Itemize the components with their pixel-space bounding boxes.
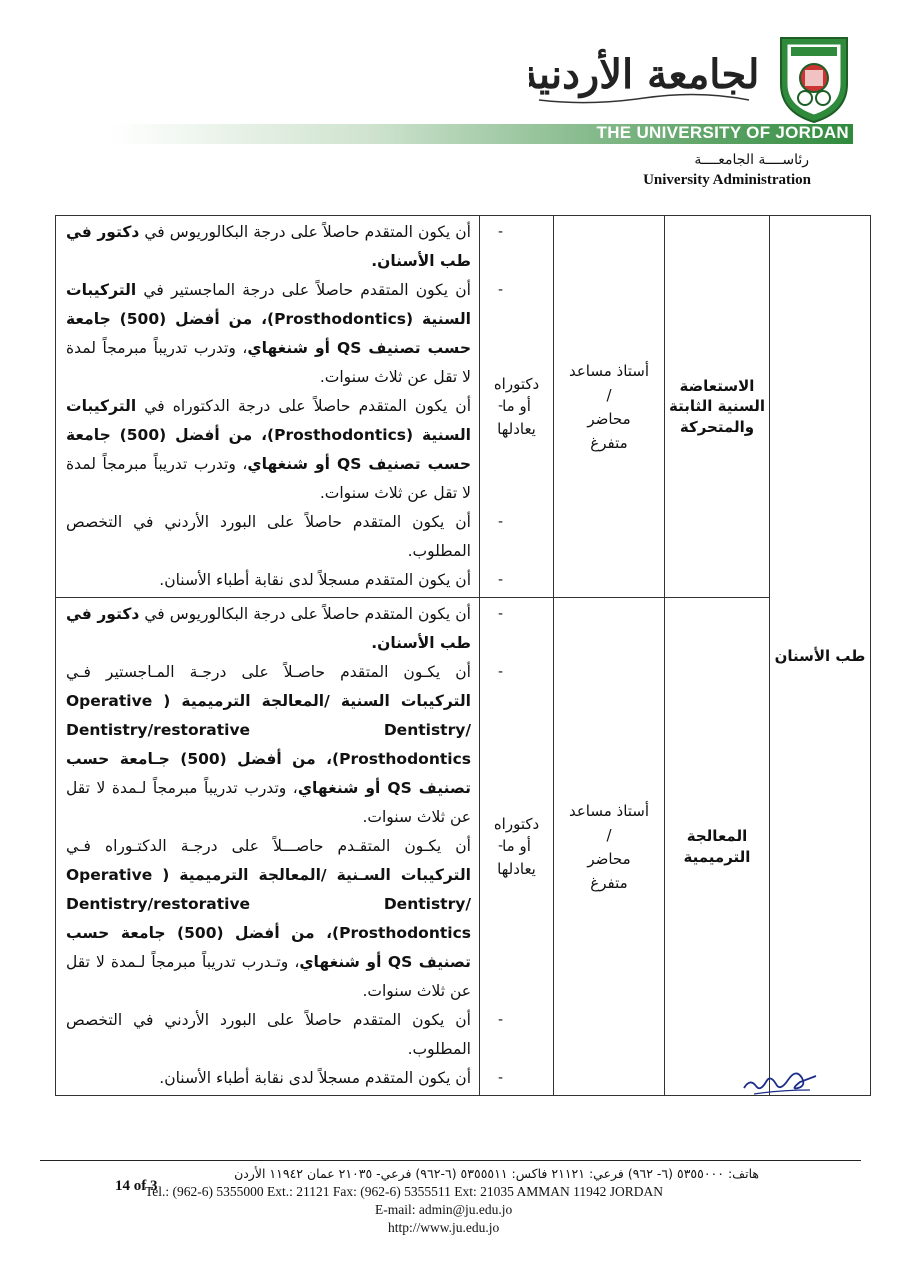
rank-separator: / xyxy=(606,385,612,404)
footer-email[interactable]: E-mail: admin@ju.edu.jo xyxy=(375,1202,513,1217)
requirements-cell xyxy=(56,216,480,598)
admin-title-en: University Administration xyxy=(643,172,811,188)
requirement-item: - أن يكون المتقدم مسجلاً لدى نقابة أطباء الأسنان. xyxy=(66,566,471,595)
rank-line: أستاذ مساعد xyxy=(568,801,650,820)
rank-line: محاضر xyxy=(587,409,631,428)
degree-line: أو ما xyxy=(502,837,531,856)
degree-line: يعادلها xyxy=(497,859,536,878)
handwritten-signature xyxy=(740,1060,820,1100)
requirements-cell xyxy=(56,598,480,1096)
requirement-item: - أن يكـون المتقـدم حاصـــلاً على درجـة الدكتـوراه فـي التركيبات السـنية /المعالجة الترميمية ( Operative Dentistry/restorative Dentistry/ Prosthodontics)، من أفضل (500) جامعة حسب تصنيف QS أو شنغهاي، وتـدرب تدريباً مبرمجاً لـمدة لا تقل عن ثلاث سنوات. xyxy=(66,832,471,1006)
requirement-item: - أن يكون المتقدم حاصلاً على درجة الماجستير في التركيبات السنية (Prosthodontics)، من أفضل (500) جامعة حسب تصنيف QS أو شنغهاي، وتدرب تدريباً مبرمجاً لمدة لا تقل عن ثلاث سنوات. xyxy=(66,276,471,392)
degree-cell xyxy=(480,598,554,1096)
footer-contact-ar: هاتف: ٥٣٥٥٠٠٠ (٦- ٩٦٢) فرعي: ٢١١٢١ فاكس: ٥٣٥٥٥١١ (٦-٩٦٢) فرعي- ٢١٠٣٥ عمان ١١٩٤٢ الأردن xyxy=(234,1166,759,1181)
university-calligraphy-logo xyxy=(529,40,759,110)
requirements-list xyxy=(66,600,471,1093)
rank-line: متفرغ xyxy=(590,873,628,892)
page-number: 14 of 3 xyxy=(115,1178,158,1194)
requirement-item: - أن يكون المتقدم حاصلاً على درجة البكالوريوس في دكتور في طب الأسنان. xyxy=(66,600,471,658)
table-row xyxy=(56,216,871,598)
requirement-item: - أن يكون المتقدم حاصلاً على البورد الأردني في التخصص المطلوب. xyxy=(66,508,471,566)
specialty-cell: المعالجة الترميمية xyxy=(665,598,770,1096)
rank-line: أستاذ مساعد xyxy=(568,361,650,380)
degree-cell xyxy=(480,216,554,598)
rank-separator: / xyxy=(606,825,612,844)
specialty-cell: الاستعاضة السنية الثابتة والمتحركة xyxy=(665,216,770,598)
degree-line: يعادلها xyxy=(497,419,536,438)
university-name-en: THE UNIVERSITY OF JORDAN xyxy=(596,123,849,142)
admin-title-ar: رئاســــة الجامعــــة xyxy=(694,152,809,168)
logo-text: الجامعة الأردنية xyxy=(529,51,759,98)
requirement-item: - أن يكـون المتقدم حاصـلاً على درجـة المـاجستير فـي التركيبات السنية /المعالجة الترميمية ( Operative Dentistry/restorative Dentistry/ Prosthodontics)، من أفضل (500) جـامعة حسب تصنيف QS أو شنغهاي، وتدرب تدريباً مبرمجاً لـمدة لا تقل عن ثلاث سنوات. xyxy=(66,658,471,832)
requirements-list xyxy=(66,218,471,595)
requirement-item: - أن يكون المتقدم مسجلاً لدى نقابة أطباء الأسنان. xyxy=(66,1064,471,1093)
requirement-item: - أن يكون المتقدم حاصلاً على البورد الأردني في التخصص المطلوب. xyxy=(66,1006,471,1064)
rank-line: محاضر xyxy=(587,849,631,868)
footer-divider xyxy=(40,1160,861,1161)
rank-cell xyxy=(554,598,665,1096)
degree-line: دكتوراه xyxy=(493,814,540,833)
degree-line: دكتوراه xyxy=(493,374,540,393)
footer-contact-en: Tel.: (962-6) 5355000 Ext.: 21121 Fax: (962-6) 5355511 Ext: 21035 AMMAN 11942 JORDAN xyxy=(145,1184,664,1199)
requirement-item: - أن يكون المتقدم حاصلاً على درجة البكالوريوس في دكتور في طب الأسنان. xyxy=(66,218,471,276)
university-seal-icon xyxy=(775,32,853,124)
table-row xyxy=(56,598,871,1096)
department-cell: طب الأسنان xyxy=(770,216,871,1096)
requirements-table xyxy=(55,215,871,1096)
rank-cell xyxy=(554,216,665,598)
rank-line: متفرغ xyxy=(590,433,628,452)
requirement-item: - أن يكون المتقدم حاصلاً على درجة الدكتوراه في التركيبات السنية (Prosthodontics)، من أفضل (500) جامعة حسب تصنيف QS أو شنغهاي، وتدرب تدريباً مبرمجاً لمدة لا تقل عن ثلاث سنوات. xyxy=(66,392,471,508)
degree-line: أو ما xyxy=(502,397,531,416)
footer-website-link[interactable]: http://www.ju.edu.jo xyxy=(388,1220,500,1235)
